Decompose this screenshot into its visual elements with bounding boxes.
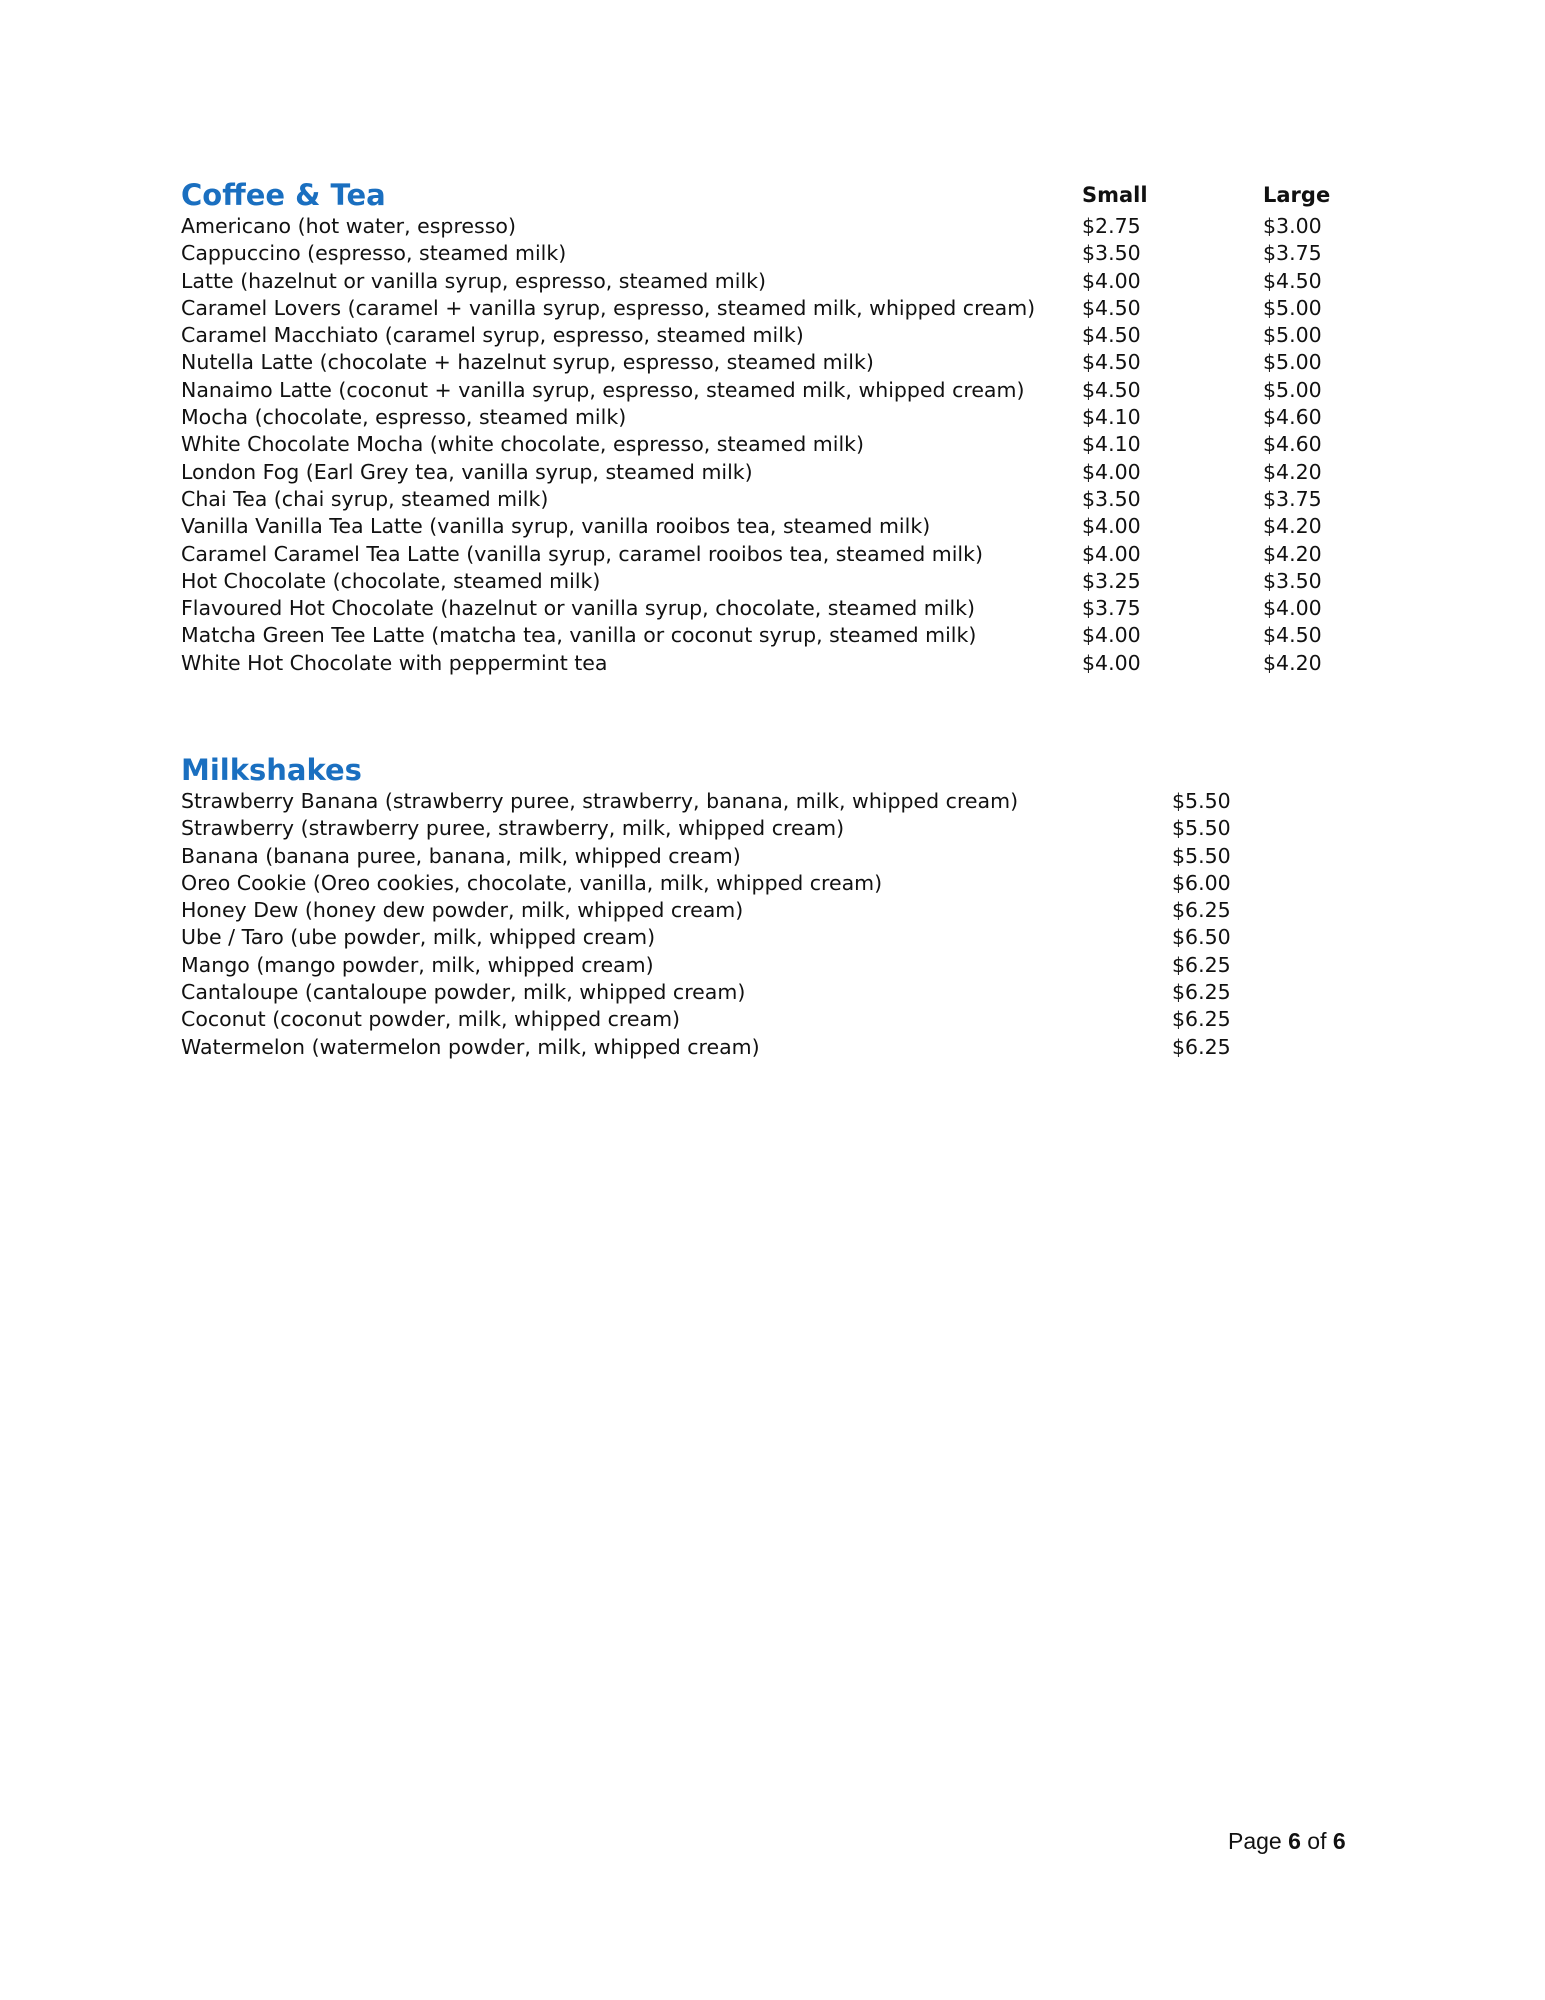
menu-item-row [181, 622, 1381, 649]
price-large: $4.60 [1263, 432, 1322, 457]
item-name: Coconut (coconut powder, milk, whipped cream) [181, 1007, 681, 1032]
price-large: $4.20 [1263, 650, 1322, 675]
column-header-small: Small [1082, 183, 1148, 207]
milkshakes-list [181, 788, 1381, 1061]
page-prefix: Page [1228, 1828, 1282, 1854]
price-small: $4.50 [1082, 350, 1141, 375]
milkshakes-section [181, 752, 1381, 1061]
price-large: $5.00 [1263, 377, 1322, 402]
item-name: Honey Dew (honey dew powder, milk, whipped cream) [181, 898, 744, 923]
price-small: $4.50 [1082, 295, 1141, 320]
item-price: $5.50 [1172, 816, 1231, 841]
menu-item-row [181, 295, 1381, 322]
price-small: $4.50 [1082, 323, 1141, 348]
item-name: Mango (mango powder, milk, whipped cream) [181, 952, 654, 977]
item-name: Cantaloupe (cantaloupe powder, milk, whipped cream) [181, 980, 746, 1005]
item-name: Vanilla Vanilla Tea Latte (vanilla syrup, vanilla rooibos tea, steamed milk) [181, 514, 931, 539]
price-small: $2.75 [1082, 214, 1141, 238]
item-name: Caramel Lovers (caramel + vanilla syrup, espresso, steamed milk, whipped cream) [181, 295, 1036, 320]
price-large: $3.00 [1263, 214, 1322, 238]
price-small: $4.00 [1082, 268, 1141, 293]
page-current: 6 [1288, 1828, 1301, 1854]
item-name: Strawberry (strawberry puree, strawberry, milk, whipped cream) [181, 816, 845, 841]
menu-item-row [181, 240, 1381, 267]
item-name: Oreo Cookie (Oreo cookies, chocolate, vanilla, milk, whipped cream) [181, 870, 883, 895]
menu-item-row [181, 870, 1381, 897]
price-small: $4.10 [1082, 432, 1141, 457]
item-price: $6.50 [1172, 925, 1231, 950]
price-large: $5.00 [1263, 350, 1322, 375]
price-large: $4.20 [1263, 541, 1322, 566]
item-price: $6.00 [1172, 870, 1231, 895]
item-name: Mocha (chocolate, espresso, steamed milk) [181, 405, 627, 430]
price-large: $4.00 [1263, 596, 1322, 621]
price-large: $4.20 [1263, 514, 1322, 539]
item-price: $6.25 [1172, 898, 1231, 923]
item-name: Americano (hot water, espresso) [181, 214, 516, 238]
price-large: $5.00 [1263, 295, 1322, 320]
item-price: $6.25 [1172, 952, 1231, 977]
item-name: Hot Chocolate (chocolate, steamed milk) [181, 568, 601, 593]
menu-item-row [181, 815, 1381, 842]
page-of: of [1307, 1828, 1327, 1854]
price-large: $3.50 [1263, 568, 1322, 593]
menu-item-row [181, 979, 1381, 1006]
item-price: $6.25 [1172, 980, 1231, 1005]
price-large: $4.50 [1263, 623, 1322, 648]
coffee-tea-heading: Coffee & Tea [181, 178, 386, 212]
item-name: Caramel Macchiato (caramel syrup, espresso, steamed milk) [181, 323, 804, 348]
column-header-large: Large [1263, 183, 1331, 207]
milkshakes-heading: Milkshakes [181, 753, 362, 787]
price-small: $4.10 [1082, 405, 1141, 430]
price-large: $3.75 [1263, 486, 1322, 511]
price-small: $4.00 [1082, 514, 1141, 539]
item-price: $5.50 [1172, 843, 1231, 868]
item-name: Ube / Taro (ube powder, milk, whipped cream) [181, 925, 656, 950]
menu-item-row [181, 924, 1381, 951]
item-name: Caramel Caramel Tea Latte (vanilla syrup, caramel rooibos tea, steamed milk) [181, 541, 983, 566]
price-large: $5.00 [1263, 323, 1322, 348]
item-name: Flavoured Hot Chocolate (hazelnut or vanilla syrup, chocolate, steamed milk) [181, 596, 976, 621]
item-price: $5.50 [1172, 789, 1231, 813]
menu-item-row [181, 952, 1381, 979]
menu-item-row [181, 843, 1381, 870]
item-name: Nanaimo Latte (coconut + vanilla syrup, espresso, steamed milk, whipped cream) [181, 377, 1025, 402]
price-small: $3.75 [1082, 596, 1141, 621]
menu-item-row [181, 459, 1381, 486]
item-name: Strawberry Banana (strawberry puree, strawberry, banana, milk, whipped cream) [181, 789, 1019, 813]
menu-item-row [181, 486, 1381, 513]
item-name: Nutella Latte (chocolate + hazelnut syrup, espresso, steamed milk) [181, 350, 874, 375]
item-name: Chai Tea (chai syrup, steamed milk) [181, 486, 549, 511]
price-small: $3.50 [1082, 486, 1141, 511]
page-number [1228, 1828, 1346, 1855]
item-name: Cappuccino (espresso, steamed milk) [181, 241, 567, 266]
menu-item-row [181, 431, 1381, 458]
menu-item-row [181, 404, 1381, 431]
menu-item-row [181, 213, 1381, 240]
item-price: $6.25 [1172, 1034, 1231, 1059]
item-name: Latte (hazelnut or vanilla syrup, espresso, steamed milk) [181, 268, 767, 293]
price-large: $3.75 [1263, 241, 1322, 266]
menu-item-row [181, 377, 1381, 404]
price-large: $4.60 [1263, 405, 1322, 430]
price-small: $4.00 [1082, 541, 1141, 566]
price-small: $3.50 [1082, 241, 1141, 266]
menu-item-row [181, 541, 1381, 568]
page-total: 6 [1332, 1828, 1346, 1854]
coffee-tea-section [181, 177, 1381, 677]
price-large: $4.50 [1263, 268, 1322, 293]
item-name: Banana (banana puree, banana, milk, whipped cream) [181, 843, 741, 868]
item-name: White Chocolate Mocha (white chocolate, espresso, steamed milk) [181, 432, 865, 457]
menu-item-row [181, 897, 1381, 924]
item-name: White Hot Chocolate with peppermint tea [181, 650, 608, 675]
menu-item-row [181, 568, 1381, 595]
price-small: $4.00 [1082, 459, 1141, 484]
menu-item-row [181, 595, 1381, 622]
price-small: $4.00 [1082, 623, 1141, 648]
menu-item-row [181, 650, 1381, 677]
coffee-tea-list [181, 213, 1381, 677]
price-small: $4.00 [1082, 650, 1141, 675]
item-name: Matcha Green Tee Latte (matcha tea, vanilla or coconut syrup, steamed milk) [181, 623, 977, 648]
item-name: London Fog (Earl Grey tea, vanilla syrup, steamed milk) [181, 459, 753, 484]
item-price: $6.25 [1172, 1007, 1231, 1032]
price-large: $4.20 [1263, 459, 1322, 484]
price-small: $3.25 [1082, 568, 1141, 593]
price-small: $4.50 [1082, 377, 1141, 402]
menu-item-row [181, 1006, 1381, 1033]
menu-item-row [181, 349, 1381, 376]
menu-item-row [181, 1034, 1381, 1061]
menu-item-row [181, 322, 1381, 349]
menu-item-row [181, 513, 1381, 540]
menu-item-row [181, 268, 1381, 295]
item-name: Watermelon (watermelon powder, milk, whipped cream) [181, 1034, 760, 1059]
menu-item-row [181, 788, 1381, 815]
